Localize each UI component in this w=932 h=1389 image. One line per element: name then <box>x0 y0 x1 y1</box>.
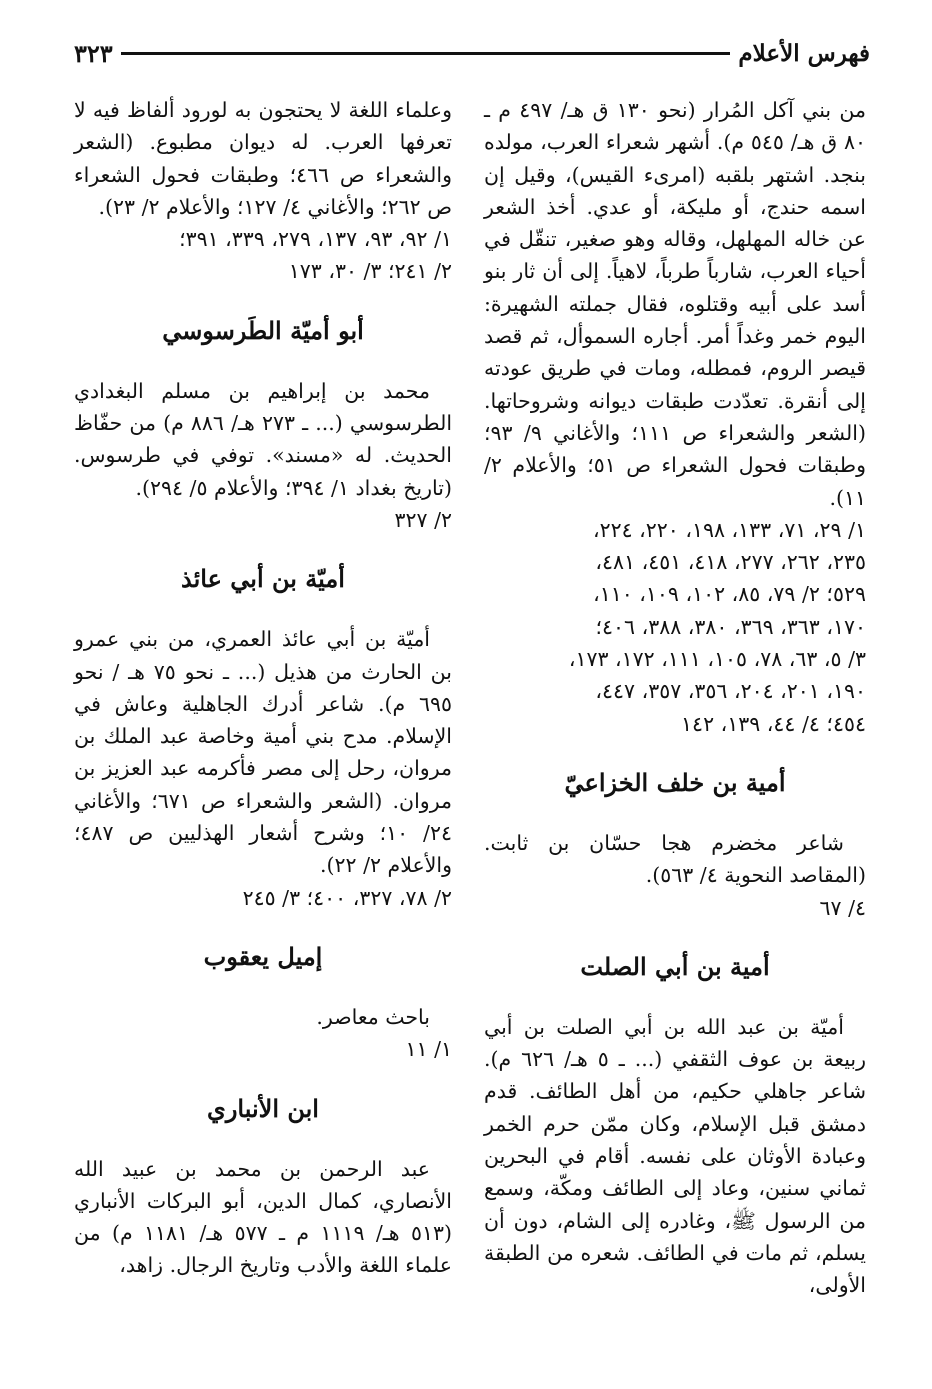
page-number: ٣٢٣ <box>74 38 113 68</box>
right-column <box>484 94 866 1302</box>
running-title: فهرس الأعلام <box>738 39 870 67</box>
entry-title-ibn-al-anbari: ابن الأنباري <box>207 1093 319 1123</box>
entry-emile-yaqub-refs: ١/ ١١ <box>405 1037 452 1062</box>
entry-abu-umayya-tarsusi-text: محمد بن إبراهيم بن مسلم البغدادي الطرسوسي (... ـ ٢٧٣ هـ/ ٨٨٦ م) من حفّاظ الحديث. له «مسند». توفي في طرسوس. (تاريخ بغداد ١/ ٣٩٤؛ والأعلام ٥/ ٢٩٤). <box>74 378 453 500</box>
entry-title-umayya-abi-aidh: أميّة بن أبي عائذ <box>181 564 345 594</box>
entry-umayya-abi-aidh-text: أميّة بن أبي عائذ العمري، من بني عمرو بن الحارث من هذيل (... ـ نحو ٧٥ هـ / نحو ٦٩٥ م). شاعر أدرك الجاهلية وعاش في الإسلام. مدح بني أمية وخاصة عبد الملك بن مروان، رحل إلى مصر فأكرمه عبد العزيز بن مروان. (الشعر والشعراء ص ٦٧١؛ والأغاني ٢٤/ ١٠؛ وشرح أشعار الهذليين ص ٤٨٧؛ والأعلام ٢/ ٢٢). <box>74 627 453 878</box>
header-rule <box>121 52 731 55</box>
entry-title-umayya-abi-salt: أمية بن أبي الصلت <box>580 951 770 981</box>
left-column <box>74 94 452 1282</box>
entry-imru-al-qais-refs: ١/ ٢٩، ٧١، ١٣٣، ١٩٨، ٢٢٠، ٢٢٤، ٢٣٥، ٢٦٢، ٢٧٧، ٤١٨، ٤٥١، ٤٨١، ٥٢٩؛ ٢/ ٧٩، ٨٥، ١٠٢، ١٠٩، ١١٠، ١٧٠، ٣٦٣، ٣٦٩، ٣٨٠، ٣٨٨، ٤٠٦؛ ٣/ ٥، ٦٣، ٧٨، ١٠٥، ١١١، ١٧٢، ١٧٣، ١٩٠، ٢٠١، ٢٠٤، ٣٥٦، ٣٥٧، ٤٤٧، ٤٥٤؛ ٤/ ٤٤، ١٣٩، ١٤٢ <box>568 517 866 736</box>
entry-umayya-khuzai-refs: ٤/ ٦٧ <box>819 895 866 920</box>
entry-umayya-khuzai-text: شاعر مخضرم هجا حسّان بن ثابت. (المقاصد النحوية ٤/ ٥٦٣). <box>484 830 866 888</box>
entry-umayya-abi-salt-text: أميّة بن عبد الله بن أبي الصلت بن أبي ربيعة بن عوف الثقفي (... ـ ٥ هـ/ ٦٢٦ م). شاعر جاهلي حكيم، من أهل الطائف. قدم دمشق قبل الإسلام، وكان ممّن حرم الخمر وعبادة الأوثان على نفسه. أقام في البحرين ثماني سنين، وعاد إلى الطائف ومكّة، وسمع من الرسول ﷺ، وغادره إلى الشام، دون أن يسلم، ثم مات في الطائف. شعره من الطبقة الأولى، <box>484 1014 866 1298</box>
entry-title-abu-umayya-tarsusi: أبو أميّة الطَرسوسي <box>162 315 364 345</box>
entry-title-emile-yaqub: إميل يعقوب <box>203 941 323 971</box>
entry-imru-al-qais-text: من بني آكل المُرار (نحو ١٣٠ ق هـ/ ٤٩٧ م ـ ٨٠ ق هـ/ ٥٤٥ م). أشهر شعراء العرب، مولده بنجد. اشتهر بلقبه (امرىء القيس)، وقيل إن اسمه حندج، أو مليكة، أو عدي. أخذ الشعر عن خاله المهلهل، وقاله وهو صغير، تنقّل في أحياء العرب، شارباً طرباً، لاهياً. إلى أن ثار بنو أسد على أبيه وقتلوه، فقال جملته الشهيرة: اليوم خمر وغداً أمر. أجاره السموأل، ثم قصد قيصر الروم، فمطله، ومات في طريق عودته إلى أنقرة. تعدّدت طبقات ديوانه وشروحاتها. (الشعر والشعراء ص ١١١؛ والأغاني ٩/ ٩٣؛ وطبقات فحول الشعراء ص ٥١؛ والأعلام ٢/ ١١). <box>484 98 866 510</box>
entry-emile-yaqub-text: باحث معاصر. <box>316 1004 430 1029</box>
entry-continuation-refs: ١/ ٩٢، ٩٣، ١٣٧، ٢٧٩، ٣٣٩، ٣٩١؛ ٢/ ٢٤١؛ ٣/ ٣٠، ١٧٣ <box>179 227 452 284</box>
entry-title-umayya-khuzai: أمية بن خلف الخزاعيّ <box>564 767 786 797</box>
entry-ibn-al-anbari-text: عبد الرحمن بن محمد بن عبيد الله الأنصاري، كمال الدين، أبو البركات الأنباري (٥١٣ هـ/ ١١١٩ م ـ ٥٧٧ هـ/ ١١٨١ م) من علماء اللغة والأدب وتاريخ الرجال. زاهد، <box>74 1156 453 1278</box>
page-header <box>74 36 870 70</box>
entry-umayya-abi-aidh-refs: ٢/ ٧٨، ٣٢٧، ٤٠٠؛ ٣/ ٢٤٥ <box>242 885 452 910</box>
entry-abu-umayya-tarsusi-refs: ٢/ ٣٢٧ <box>394 507 452 532</box>
entry-continuation-text: وعلماء اللغة لا يحتجون به لورود ألفاظ فيه لا تعرفها العرب. له ديوان مطبوع. (الشعر والشعراء ص ٤٦٦؛ وطبقات فحول الشعراء ص ٢٦٢؛ والأغاني ٤/ ١٢٧؛ والأعلام ٢/ ٢٣). <box>74 98 453 219</box>
